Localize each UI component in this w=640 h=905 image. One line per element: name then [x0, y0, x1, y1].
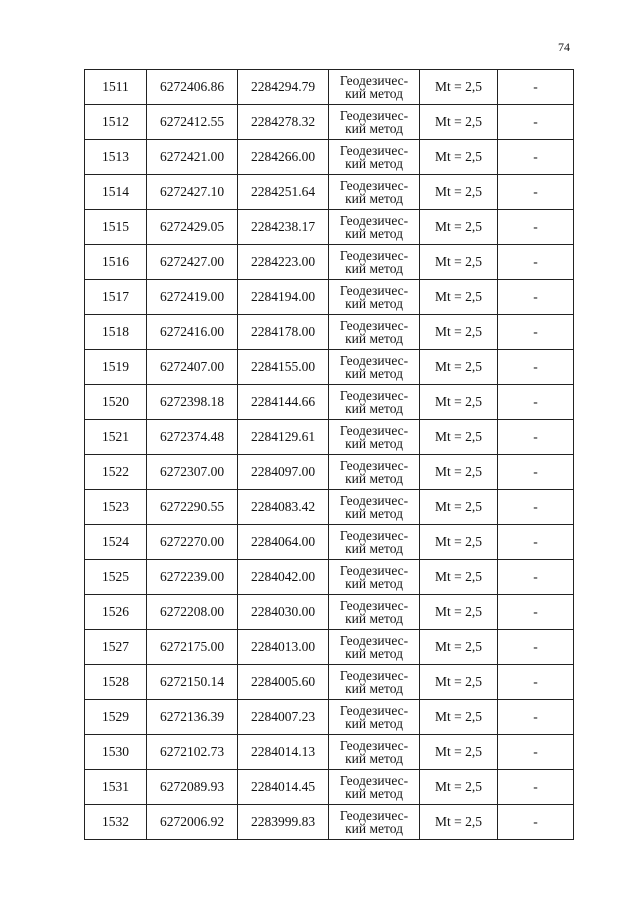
table-row: [85, 140, 574, 175]
method-line-1: Геодезичес-: [339, 282, 409, 298]
method-line-2: кий метод: [345, 541, 403, 556]
method-line-2: кий метод: [345, 261, 403, 276]
method-line-1: Геодезичес-: [339, 702, 409, 718]
y-coordinate-cell: 2284223.00: [238, 245, 329, 280]
note-cell: -: [498, 805, 574, 840]
accuracy-cell: Mt = 2,5: [420, 805, 498, 840]
y-coordinate-cell: 2284294.79: [238, 70, 329, 105]
x-coordinate-cell: 6272429.05: [147, 210, 238, 245]
method-line-2: кий метод: [345, 191, 403, 206]
accuracy-cell: Mt = 2,5: [420, 490, 498, 525]
x-coordinate-cell: 6272374.48: [147, 420, 238, 455]
point-id-cell: 1515: [85, 210, 147, 245]
method-line-1: Геодезичес-: [339, 737, 409, 753]
accuracy-cell: Mt = 2,5: [420, 665, 498, 700]
accuracy-cell: Mt = 2,5: [420, 210, 498, 245]
method-line-1: Геодезичес-: [339, 492, 409, 508]
note-cell: -: [498, 630, 574, 665]
accuracy-cell: Mt = 2,5: [420, 700, 498, 735]
method-cell: [329, 315, 420, 350]
method-cell: [329, 595, 420, 630]
method-cell: [329, 455, 420, 490]
y-coordinate-cell: 2284178.00: [238, 315, 329, 350]
method-cell: [329, 700, 420, 735]
x-coordinate-cell: 6272419.00: [147, 280, 238, 315]
table-row: [85, 350, 574, 385]
point-id-cell: 1519: [85, 350, 147, 385]
method-cell: [329, 350, 420, 385]
point-id-cell: 1514: [85, 175, 147, 210]
method-line-1: Геодезичес-: [339, 527, 409, 543]
note-cell: -: [498, 490, 574, 525]
method-cell: [329, 175, 420, 210]
table-row: [85, 490, 574, 525]
x-coordinate-cell: 6272102.73: [147, 735, 238, 770]
accuracy-cell: Mt = 2,5: [420, 630, 498, 665]
method-line-1: Геодезичес-: [339, 457, 409, 473]
x-coordinate-cell: 6272427.00: [147, 245, 238, 280]
method-line-2: кий метод: [345, 401, 403, 416]
y-coordinate-cell: 2284251.64: [238, 175, 329, 210]
method-cell: [329, 525, 420, 560]
point-id-cell: 1525: [85, 560, 147, 595]
y-coordinate-cell: 2284064.00: [238, 525, 329, 560]
method-cell: [329, 70, 420, 105]
table-row: [85, 525, 574, 560]
accuracy-cell: Mt = 2,5: [420, 770, 498, 805]
method-line-2: кий метод: [345, 786, 403, 801]
point-id-cell: 1512: [85, 105, 147, 140]
method-line-1: Геодезичес-: [339, 632, 409, 648]
x-coordinate-cell: 6272175.00: [147, 630, 238, 665]
note-cell: -: [498, 595, 574, 630]
note-cell: -: [498, 210, 574, 245]
method-line-1: Геодезичес-: [339, 107, 409, 123]
method-line-2: кий метод: [345, 331, 403, 346]
method-cell: [329, 280, 420, 315]
y-coordinate-cell: 2284194.00: [238, 280, 329, 315]
y-coordinate-cell: 2284278.32: [238, 105, 329, 140]
note-cell: -: [498, 315, 574, 350]
method-cell: [329, 140, 420, 175]
method-line-1: Геодезичес-: [339, 387, 409, 403]
method-line-1: Геодезичес-: [339, 562, 409, 578]
method-line-1: Геодезичес-: [339, 247, 409, 263]
y-coordinate-cell: 2284014.45: [238, 770, 329, 805]
note-cell: -: [498, 770, 574, 805]
method-line-2: кий метод: [345, 506, 403, 521]
note-cell: -: [498, 245, 574, 280]
note-cell: -: [498, 455, 574, 490]
table-body: [85, 70, 574, 840]
table-row: [85, 175, 574, 210]
x-coordinate-cell: 6272136.39: [147, 700, 238, 735]
x-coordinate-cell: 6272270.00: [147, 525, 238, 560]
method-line-2: кий метод: [345, 226, 403, 241]
table-row: [85, 665, 574, 700]
table-row: [85, 420, 574, 455]
method-line-1: Геодезичес-: [339, 597, 409, 613]
point-id-cell: 1521: [85, 420, 147, 455]
table-row: [85, 700, 574, 735]
accuracy-cell: Mt = 2,5: [420, 280, 498, 315]
y-coordinate-cell: 2284007.23: [238, 700, 329, 735]
accuracy-cell: Mt = 2,5: [420, 455, 498, 490]
method-line-2: кий метод: [345, 156, 403, 171]
point-id-cell: 1522: [85, 455, 147, 490]
method-line-2: кий метод: [345, 716, 403, 731]
accuracy-cell: Mt = 2,5: [420, 385, 498, 420]
x-coordinate-cell: 6272290.55: [147, 490, 238, 525]
point-id-cell: 1526: [85, 595, 147, 630]
method-cell: [329, 490, 420, 525]
accuracy-cell: Mt = 2,5: [420, 315, 498, 350]
x-coordinate-cell: 6272307.00: [147, 455, 238, 490]
method-cell: [329, 630, 420, 665]
table-row: [85, 595, 574, 630]
x-coordinate-cell: 6272150.14: [147, 665, 238, 700]
note-cell: -: [498, 735, 574, 770]
method-cell: [329, 245, 420, 280]
table-row: [85, 805, 574, 840]
note-cell: -: [498, 140, 574, 175]
note-cell: -: [498, 665, 574, 700]
x-coordinate-cell: 6272407.00: [147, 350, 238, 385]
point-id-cell: 1530: [85, 735, 147, 770]
point-id-cell: 1513: [85, 140, 147, 175]
method-line-1: Геодезичес-: [339, 212, 409, 228]
method-cell: [329, 385, 420, 420]
x-coordinate-cell: 6272239.00: [147, 560, 238, 595]
y-coordinate-cell: 2284155.00: [238, 350, 329, 385]
method-line-1: Геодезичес-: [339, 352, 409, 368]
point-id-cell: 1523: [85, 490, 147, 525]
point-id-cell: 1531: [85, 770, 147, 805]
method-line-1: Геодезичес-: [339, 72, 409, 88]
point-id-cell: 1517: [85, 280, 147, 315]
method-line-1: Геодезичес-: [339, 667, 409, 683]
accuracy-cell: Mt = 2,5: [420, 420, 498, 455]
method-line-1: Геодезичес-: [339, 422, 409, 438]
table-row: [85, 245, 574, 280]
method-line-1: Геодезичес-: [339, 317, 409, 333]
y-coordinate-cell: 2284238.17: [238, 210, 329, 245]
x-coordinate-cell: 6272416.00: [147, 315, 238, 350]
table-row: [85, 560, 574, 595]
method-line-2: кий метод: [345, 121, 403, 136]
y-coordinate-cell: 2284266.00: [238, 140, 329, 175]
method-line-2: кий метод: [345, 86, 403, 101]
note-cell: -: [498, 525, 574, 560]
x-coordinate-cell: 6272412.55: [147, 105, 238, 140]
note-cell: -: [498, 700, 574, 735]
note-cell: -: [498, 280, 574, 315]
point-id-cell: 1516: [85, 245, 147, 280]
method-line-1: Геодезичес-: [339, 177, 409, 193]
table-row: [85, 210, 574, 245]
point-id-cell: 1511: [85, 70, 147, 105]
y-coordinate-cell: 2284083.42: [238, 490, 329, 525]
method-line-2: кий метод: [345, 436, 403, 451]
accuracy-cell: Mt = 2,5: [420, 175, 498, 210]
x-coordinate-cell: 6272406.86: [147, 70, 238, 105]
accuracy-cell: Mt = 2,5: [420, 525, 498, 560]
table-row: [85, 315, 574, 350]
table-row: [85, 630, 574, 665]
accuracy-cell: Mt = 2,5: [420, 140, 498, 175]
y-coordinate-cell: 2284097.00: [238, 455, 329, 490]
accuracy-cell: Mt = 2,5: [420, 595, 498, 630]
method-line-1: Геодезичес-: [339, 772, 409, 788]
table-row: [85, 105, 574, 140]
accuracy-cell: Mt = 2,5: [420, 350, 498, 385]
y-coordinate-cell: 2284129.61: [238, 420, 329, 455]
accuracy-cell: Mt = 2,5: [420, 105, 498, 140]
point-id-cell: 1524: [85, 525, 147, 560]
method-cell: [329, 805, 420, 840]
method-line-2: кий метод: [345, 471, 403, 486]
table-row: [85, 455, 574, 490]
y-coordinate-cell: 2284005.60: [238, 665, 329, 700]
x-coordinate-cell: 6272398.18: [147, 385, 238, 420]
note-cell: -: [498, 70, 574, 105]
method-line-2: кий метод: [345, 366, 403, 381]
table-row: [85, 280, 574, 315]
method-cell: [329, 735, 420, 770]
table-row: [85, 385, 574, 420]
point-id-cell: 1518: [85, 315, 147, 350]
table-row: [85, 770, 574, 805]
y-coordinate-cell: 2283999.83: [238, 805, 329, 840]
note-cell: -: [498, 420, 574, 455]
method-cell: [329, 210, 420, 245]
method-line-2: кий метод: [345, 296, 403, 311]
method-cell: [329, 560, 420, 595]
y-coordinate-cell: 2284144.66: [238, 385, 329, 420]
y-coordinate-cell: 2284013.00: [238, 630, 329, 665]
y-coordinate-cell: 2284014.13: [238, 735, 329, 770]
y-coordinate-cell: 2284042.00: [238, 560, 329, 595]
method-cell: [329, 420, 420, 455]
method-line-2: кий метод: [345, 611, 403, 626]
method-cell: [329, 770, 420, 805]
method-line-2: кий метод: [345, 576, 403, 591]
note-cell: -: [498, 175, 574, 210]
point-id-cell: 1532: [85, 805, 147, 840]
method-line-2: кий метод: [345, 751, 403, 766]
method-line-1: Геодезичес-: [339, 807, 409, 823]
note-cell: -: [498, 105, 574, 140]
x-coordinate-cell: 6272421.00: [147, 140, 238, 175]
accuracy-cell: Mt = 2,5: [420, 70, 498, 105]
point-id-cell: 1528: [85, 665, 147, 700]
page-number: 74: [558, 40, 570, 54]
accuracy-cell: Mt = 2,5: [420, 245, 498, 280]
note-cell: -: [498, 385, 574, 420]
table-row: [85, 70, 574, 105]
note-cell: -: [498, 350, 574, 385]
point-id-cell: 1527: [85, 630, 147, 665]
method-line-2: кий метод: [345, 821, 403, 836]
method-line-2: кий метод: [345, 646, 403, 661]
x-coordinate-cell: 6272208.00: [147, 595, 238, 630]
x-coordinate-cell: 6272006.92: [147, 805, 238, 840]
method-line-2: кий метод: [345, 681, 403, 696]
coordinates-table: [84, 69, 574, 840]
x-coordinate-cell: 6272427.10: [147, 175, 238, 210]
y-coordinate-cell: 2284030.00: [238, 595, 329, 630]
accuracy-cell: Mt = 2,5: [420, 560, 498, 595]
method-line-1: Геодезичес-: [339, 142, 409, 158]
method-cell: [329, 665, 420, 700]
table-row: [85, 735, 574, 770]
point-id-cell: 1520: [85, 385, 147, 420]
x-coordinate-cell: 6272089.93: [147, 770, 238, 805]
note-cell: -: [498, 560, 574, 595]
method-cell: [329, 105, 420, 140]
point-id-cell: 1529: [85, 700, 147, 735]
accuracy-cell: Mt = 2,5: [420, 735, 498, 770]
